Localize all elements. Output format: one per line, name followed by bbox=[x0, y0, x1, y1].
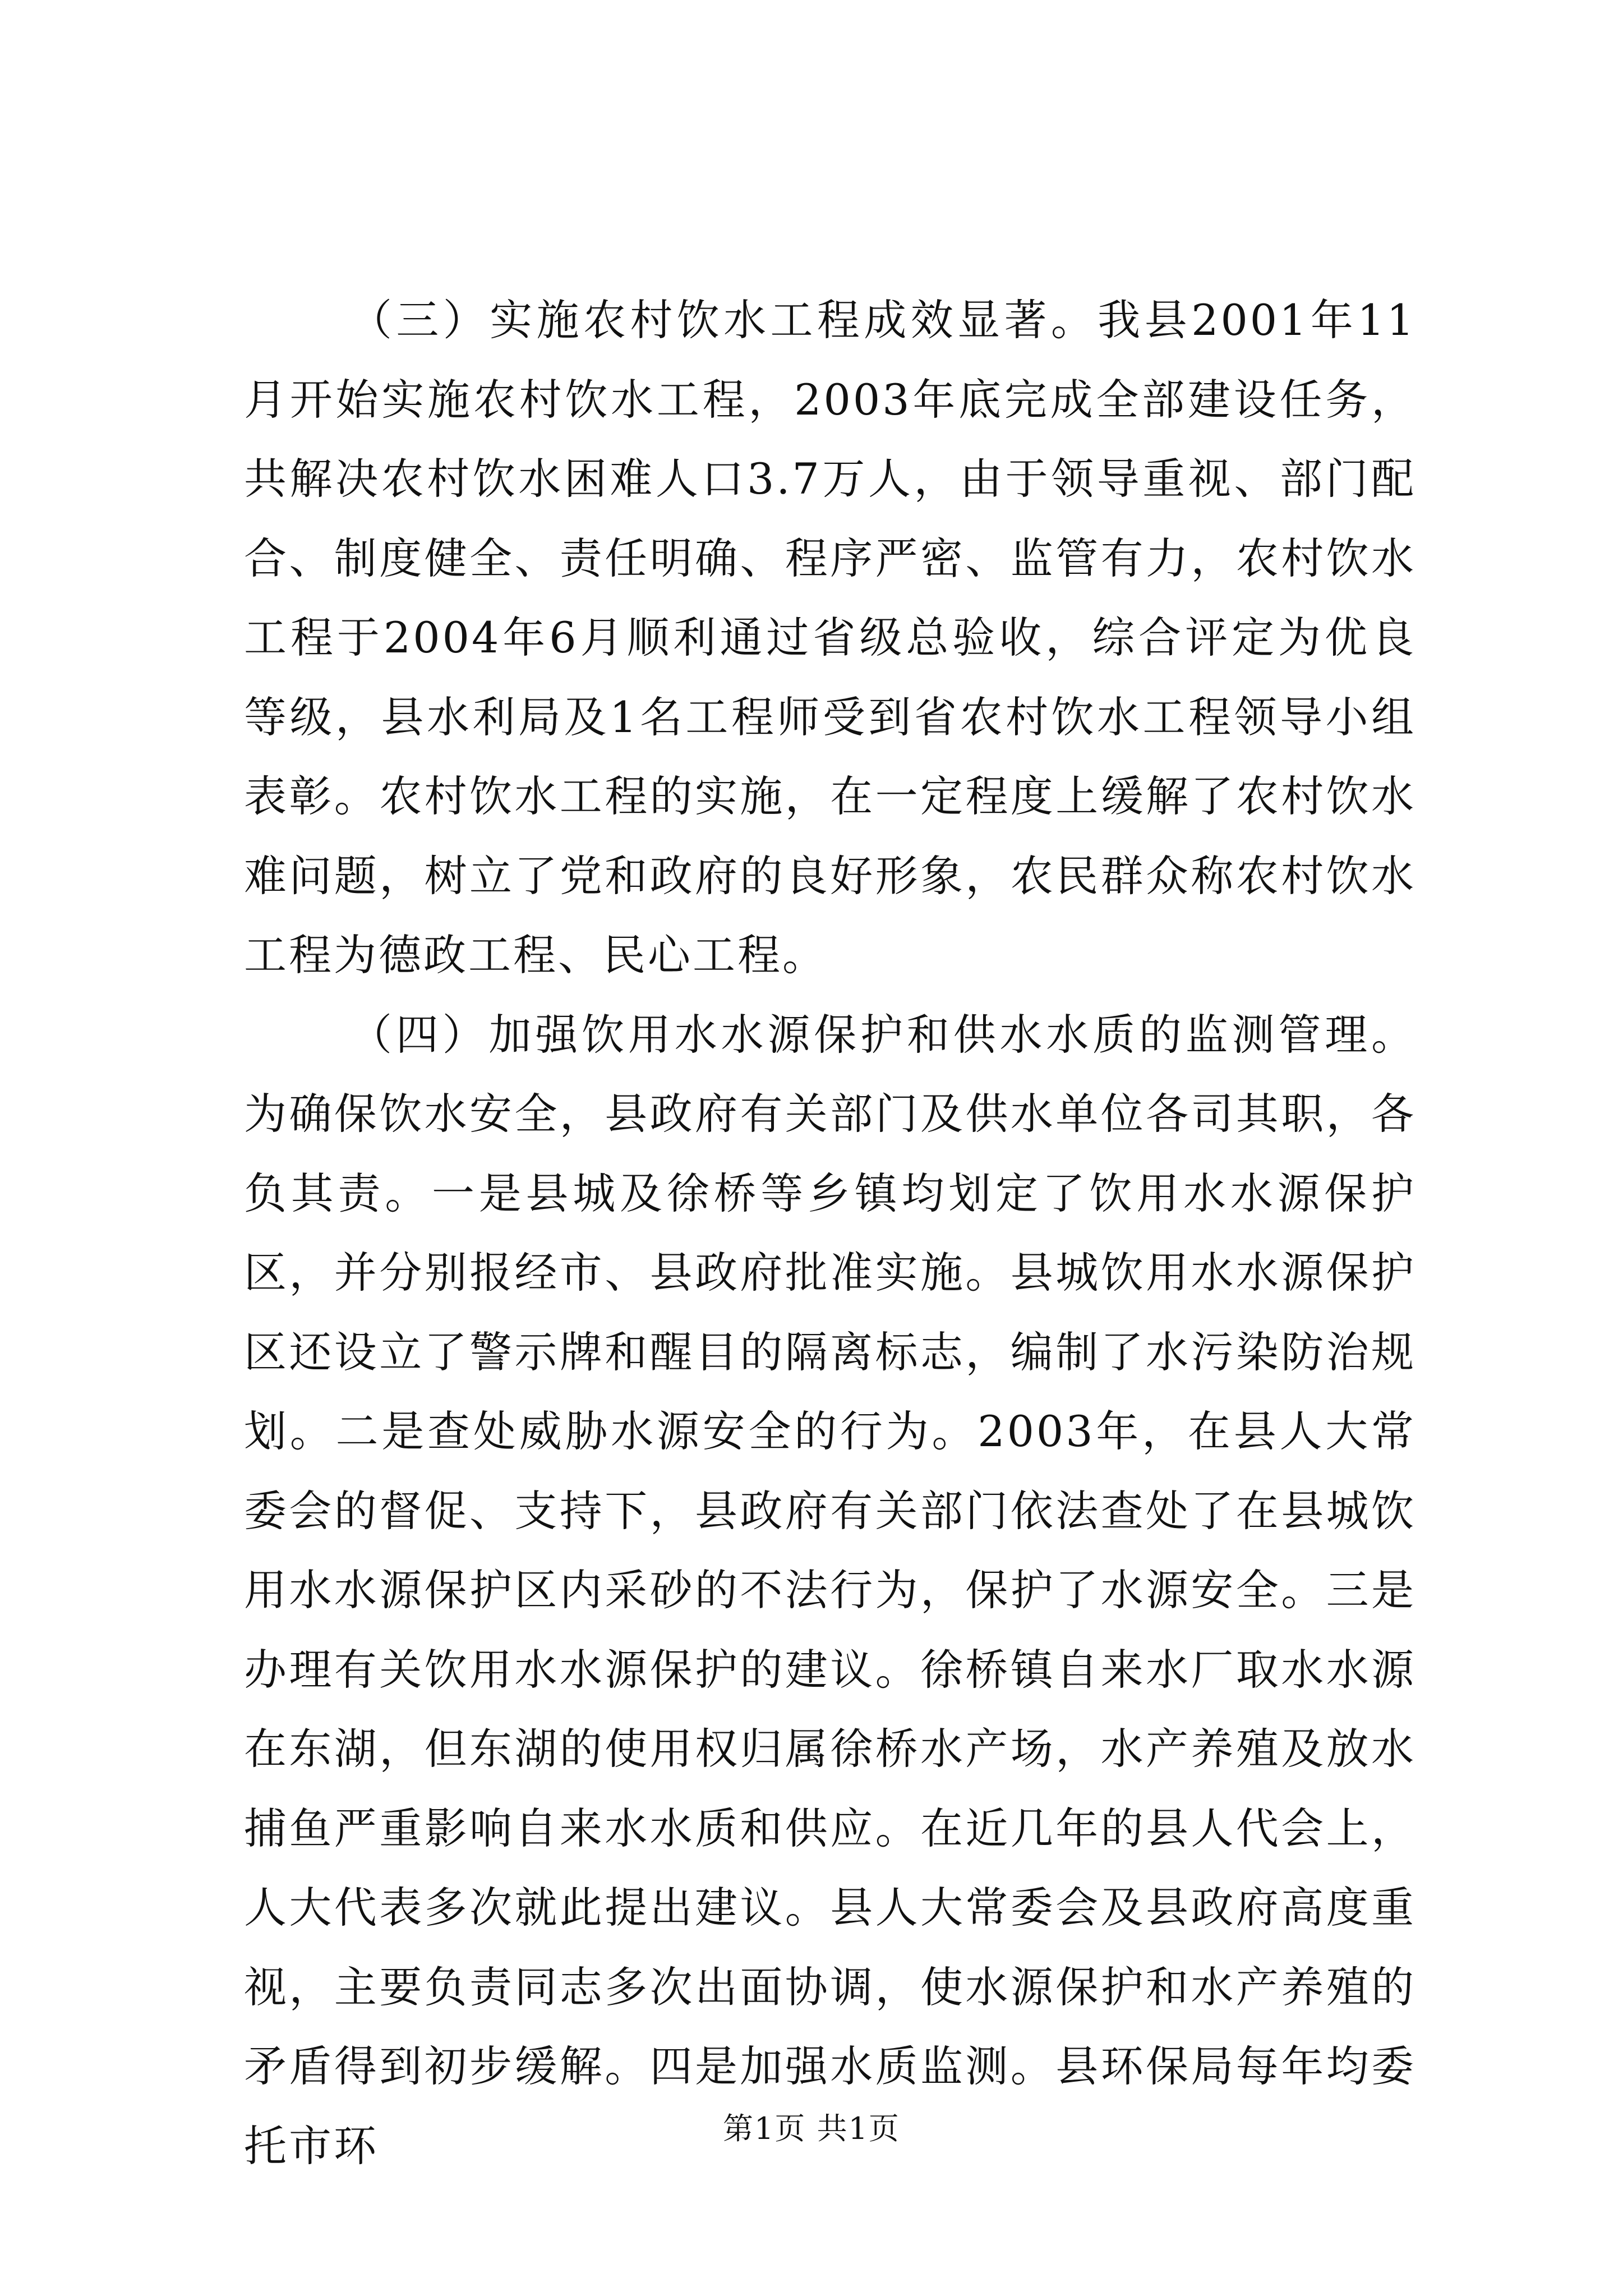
paragraph-rural-water-project: （三）实施农村饮水工程成效显著。我县2001年11月开始实施农村饮水工程，2003年底完成全部建设任务，共解决农村饮水困难人口3.7万人，由于领导重视、部门配合、制度健全、责任明确、程序严密、监管有力，农村饮水工程于2004年6月顺利通过省级总验收，综合评定为优良等级，县水利局及1名工程师受到省农村饮水工程领导小组表彰。农村饮水工程的实施，在一定程度上缓解了农村饮水难问题，树立了党和政府的良好形象，农民群众称农村饮水工程为德政工程、民心工程。 bbox=[244, 295, 1416, 980]
paragraph-water-source-protection: （四）加强饮用水水源保护和供水水质的监测管理。为确保饮水安全，县政府有关部门及供水单位各司其职，各负其责。一是县城及徐桥等乡镇均划定了饮用水水源保护区，并分别报经市、县政府批准实施。县城饮用水水源保护区还设立了警示牌和醒目的隔离标志，编制了水污染防治规划。二是查处威胁水源安全的行为。2003年，在县人大常委会的督促、支持下，县政府有关部门依法查处了在县城饮用水水源保护区内采砂的不法行为，保护了水源安全。三是办理有关饮用水水源保护的建议。徐桥镇自来水厂取水水源在东湖，但东湖的使用权归属徐桥水产场，水产养殖及放水捕鱼严重影响自来水水质和供应。在近几年的县人代会上，人大代表多次就此提出建议。县人大常委会及县政府高度重视，主要负责同志多次出面协调，使水源保护和水产养殖的矛盾得到初步缓解。四是加强水质监测。县环保局每年均委托市环 bbox=[244, 1009, 1416, 2171]
page-footer: 第1页 共1页 bbox=[723, 2111, 900, 2146]
document-body bbox=[244, 280, 1416, 2185]
